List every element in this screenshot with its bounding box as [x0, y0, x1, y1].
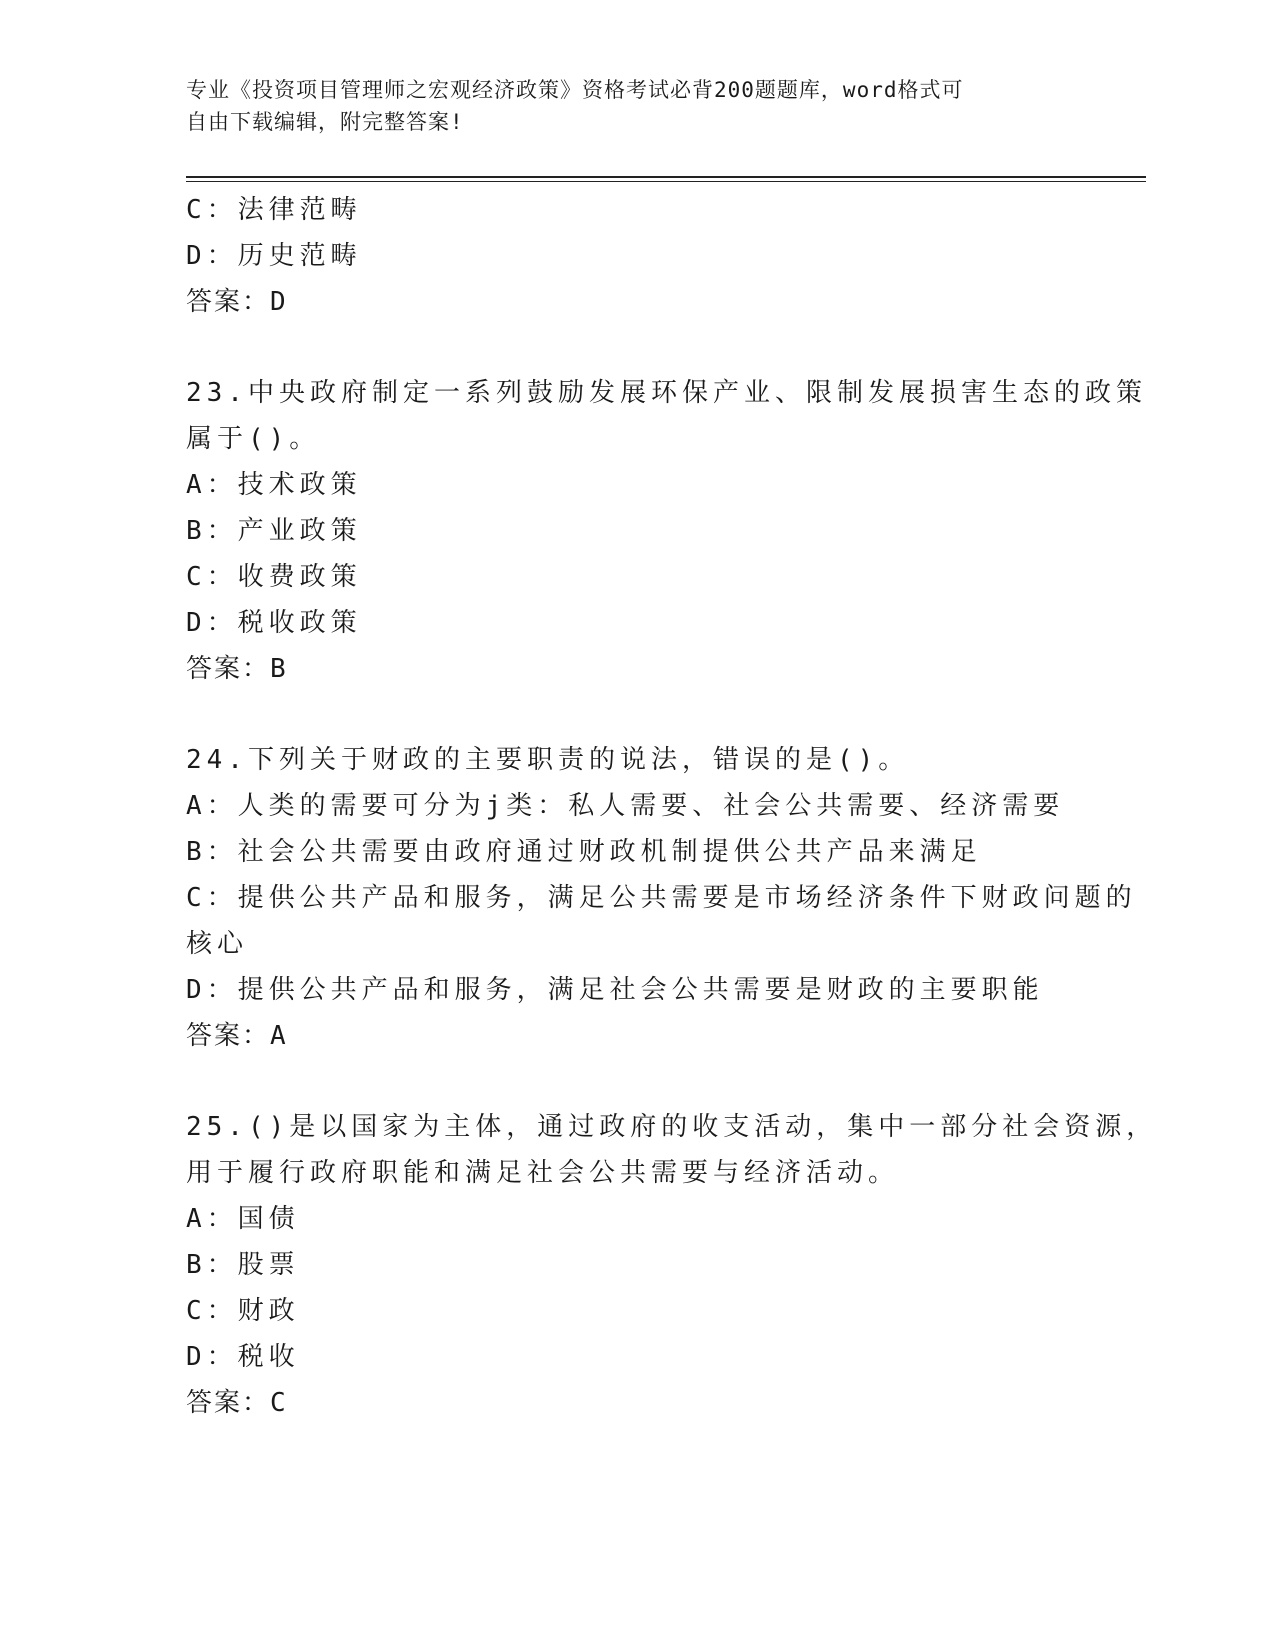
option-c: C：提供公共产品和服务，满足公共需要是市场经济条件下财政问题的 — [186, 883, 1137, 913]
question-stem: 25.()是以国家为主体，通过政府的收支活动，集中一部分社会资源， — [186, 1112, 1158, 1142]
option-d: D：税收政策 — [186, 608, 362, 638]
option-c: C：法律范畴 — [186, 195, 362, 225]
question-23 — [186, 370, 1147, 692]
spacer — [186, 692, 1086, 737]
question-24 — [186, 737, 1137, 1059]
option-d: D：税收 — [186, 1342, 300, 1372]
question-stem: 24.下列关于财政的主要职责的说法，错误的是()。 — [186, 745, 910, 775]
option-c: C：收费政策 — [186, 562, 362, 592]
answer-line: 答案：D — [186, 287, 288, 317]
header-rule-thin — [186, 181, 1146, 182]
spacer — [186, 325, 1086, 370]
header-line-1: 专业《投资项目管理师之宏观经济政策》资格考试必背200题题库，word格式可 — [186, 78, 964, 102]
question-stem: 属于()。 — [186, 424, 321, 454]
option-b: B：产业政策 — [186, 516, 362, 546]
option-c: C：财政 — [186, 1296, 300, 1326]
question-stem: 23.中央政府制定一系列鼓励发展环保产业、限制发展损害生态的政策 — [186, 378, 1147, 408]
header-line-2: 自由下载编辑，附完整答案! — [186, 110, 464, 134]
answer-line: 答案：A — [186, 1021, 288, 1051]
document-header — [186, 74, 1066, 138]
option-c-continued: 核心 — [186, 929, 249, 959]
option-b: B：股票 — [186, 1250, 300, 1280]
header-rule-thick — [186, 176, 1146, 178]
question-stem: 用于履行政府职能和满足社会公共需要与经济活动。 — [186, 1158, 900, 1188]
answer-line: 答案：B — [186, 654, 288, 684]
option-d: D：提供公共产品和服务，满足社会公共需要是财政的主要职能 — [186, 975, 1044, 1005]
answer-line: 答案：C — [186, 1388, 288, 1418]
question-content — [186, 187, 1158, 1426]
option-a: A：技术政策 — [186, 470, 362, 500]
option-d: D：历史范畴 — [186, 241, 362, 271]
spacer — [186, 1059, 1086, 1104]
option-a: A：人类的需要可分为j类：私人需要、社会公共需要、经济需要 — [186, 791, 1065, 821]
option-a: A：国债 — [186, 1204, 300, 1234]
option-b: B：社会公共需要由政府通过财政机制提供公共产品来满足 — [186, 837, 982, 867]
question-25 — [186, 1104, 1158, 1426]
previous-question-tail — [186, 187, 1086, 325]
